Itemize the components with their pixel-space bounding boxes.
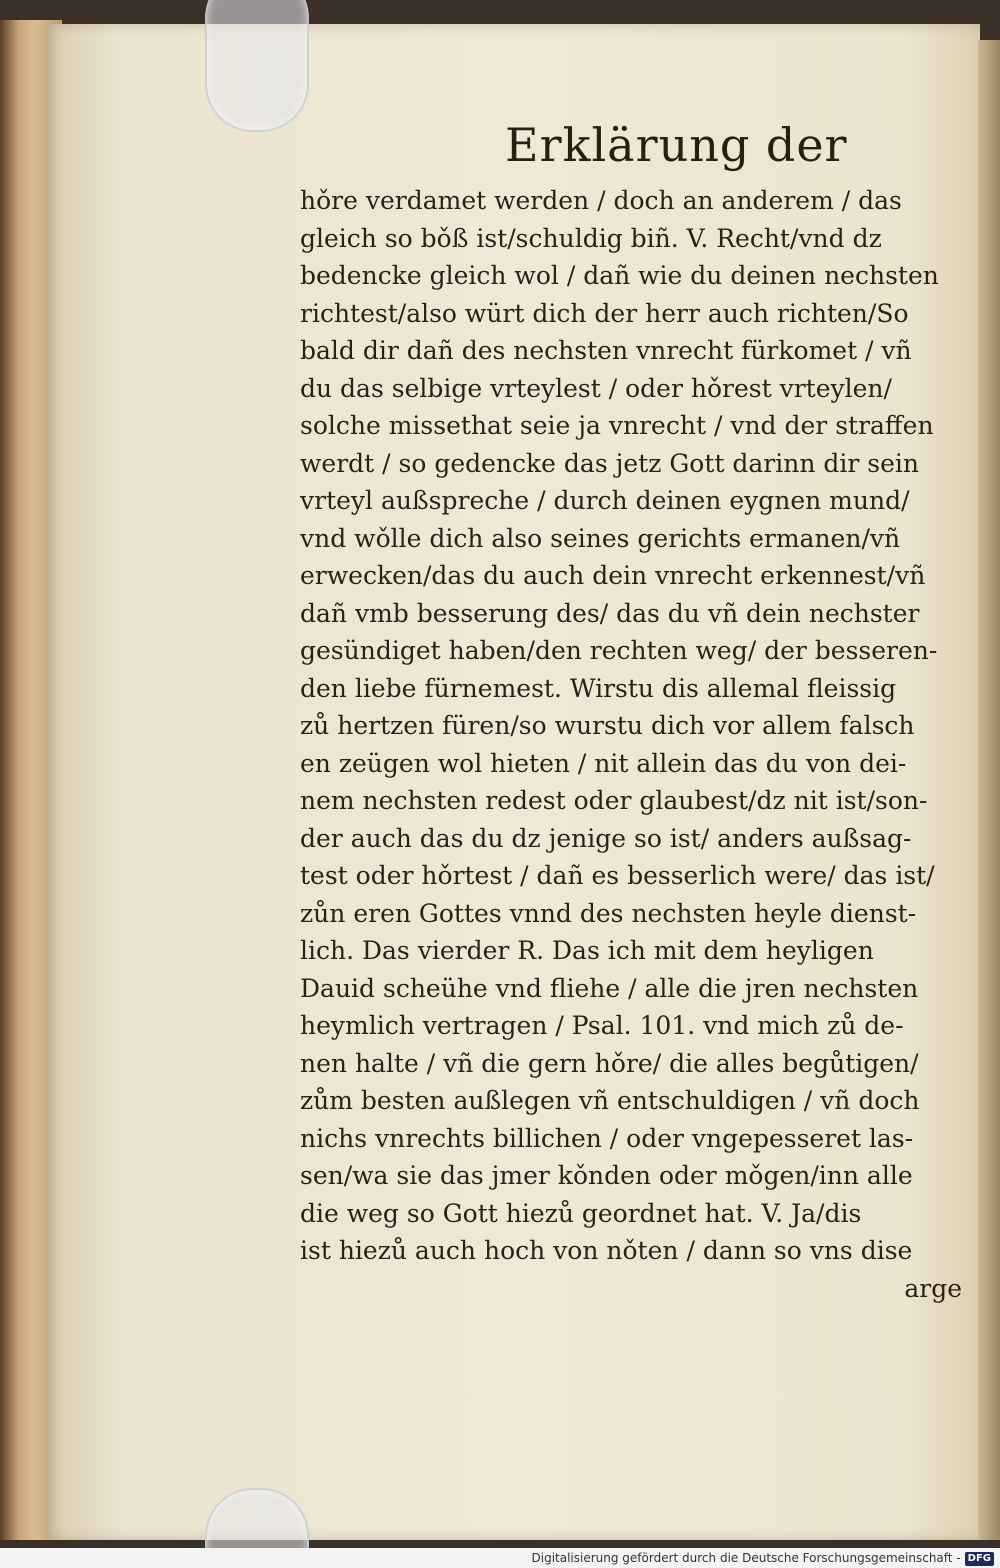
text-line: zůn eren Gottes vnnd des nechsten heyle dienst- bbox=[300, 898, 917, 928]
dfg-logo-icon: DFG bbox=[965, 1552, 994, 1566]
text-line: gleich so bǒß ist/schuldig biñ. V. Recht/vnd dz bbox=[300, 223, 882, 253]
text-line: bald dir dañ des nechsten vnrecht fürkomet / vñ bbox=[300, 336, 912, 365]
text-line: heymlich vertragen / Psal. 101. vnd mich zů de- bbox=[300, 1011, 904, 1040]
text-line: du das selbige vrteylest / oder hǒrest vrteylen/ bbox=[300, 373, 892, 403]
text-block bbox=[300, 182, 966, 1307]
text-line: Dauid scheühe vnd fliehe / alle die jren nechsten bbox=[300, 973, 919, 1003]
catchword: arge bbox=[904, 1273, 962, 1303]
text-line: werdt / so gedencke das jetz Gott darinn dir sein bbox=[300, 448, 920, 478]
text-line: solche missethat seie ja vnrecht / vnd der straffen bbox=[300, 411, 934, 440]
text-line: nichs vnrechts billichen / oder vngepesseret las- bbox=[300, 1123, 914, 1153]
text-line: zů hertzen füren/so wurstu dich vor allem falsch bbox=[300, 711, 915, 740]
text-line: dañ vmb besserung des/ das du vñ dein nechster bbox=[300, 598, 920, 628]
text-line: nem nechsten redest oder glaubest/dz nit ist/son- bbox=[300, 786, 928, 815]
footer-credit-text: Digitalisierung gefördert durch die Deutsche Forschungsgemeinschaft - bbox=[531, 1551, 961, 1565]
text-line: nen halte / vñ die gern hǒre/ die alles begůtigen/ bbox=[300, 1048, 919, 1078]
page-right-edge bbox=[978, 40, 1000, 1540]
text-line: gesündiget haben/den rechten weg/ der besseren- bbox=[300, 636, 938, 665]
text-line: bedencke gleich wol / dañ wie du deinen nechsten bbox=[300, 261, 939, 290]
text-line: ist hiezů auch hoch von nǒten / dann so vns dise bbox=[300, 1236, 913, 1265]
text-line: vrteyl außspreche / durch deinen eygnen mund/ bbox=[300, 486, 910, 515]
text-line: vnd wǒlle dich also seines gerichts ermanen/vñ bbox=[300, 523, 901, 553]
digitization-footer bbox=[0, 1548, 1000, 1568]
text-line: den liebe fürnemest. Wirstu dis allemal fleissig bbox=[300, 673, 897, 703]
text-line: erwecken/das du auch dein vnrecht erkennest/vñ bbox=[300, 561, 926, 590]
running-head: Erklärung der bbox=[505, 118, 848, 172]
text-line: der auch das du dz jenige so ist/ anders außsag- bbox=[300, 823, 912, 853]
text-line: richtest/also würt dich der herr auch richten/So bbox=[300, 298, 909, 328]
text-line: test oder hǒrtest / dañ es besserlich were/ das ist/ bbox=[300, 861, 935, 890]
text-line: lich. Das vierder R. Das ich mit dem heyligen bbox=[300, 936, 874, 965]
text-line: zům besten außlegen vñ entschuldigen / vñ doch bbox=[300, 1086, 920, 1115]
text-line: en zeügen wol hieten / nit allein das du von dei- bbox=[300, 748, 907, 778]
text-line: hǒre verdamet werden / doch an anderem / das bbox=[300, 186, 902, 215]
page-clip-top bbox=[205, 0, 309, 132]
text-line: sen/wa sie das jmer kǒnden oder mǒgen/inn alle bbox=[300, 1161, 913, 1190]
text-line: die weg so Gott hiezů geordnet hat. V. Ja/dis bbox=[300, 1198, 862, 1228]
